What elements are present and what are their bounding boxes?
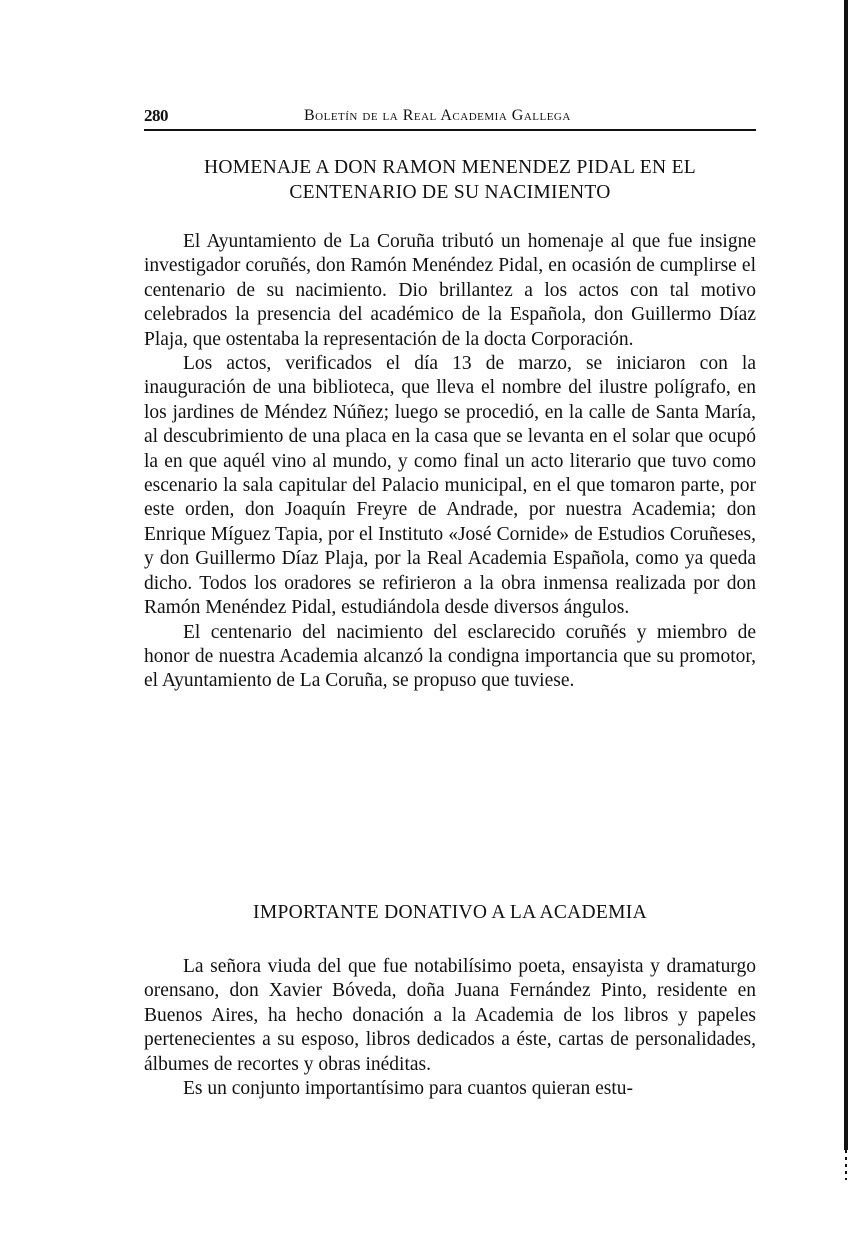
article-title-line-1: HOMENAJE A DON RAMON MENENDEZ PIDAL EN EL [203,157,696,178]
article-title-line-1: IMPORTANTE DONATIVO A LA ACADEMIA [253,902,647,923]
scan-border-edge [844,0,848,1150]
article-title [144,900,756,925]
header-rule [144,129,756,131]
article-homenaje [144,155,756,694]
article-donativo [144,900,756,1101]
paragraph: Los actos, verificados el día 13 de marzo, se iniciaron con la inauguración de una biblioteca, que lleva el nombre del ilustre polígrafo, en los jardines de Méndez Núñez; luego se procedió, en la calle de Santa María, al descubrimiento de una placa en la casa que se levanta en el solar que ocupó la en que aquél vino al mundo, y como final un acto literario que tuvo como escenario la sala capitular del Palacio municipal, en el que tomaron parte, por este orden, don Joaquín Freyre de Andrade, por nuestra Academia; don Enrique Míguez Tapia, por el Instituto «José Cornide» de Estudios Coruñeses, y don Guillermo Díaz Plaja, por la Real Academia Española, como ya queda dicho. Todos los oradores se refirieron a la obra inmensa realizada por don Ramón Menéndez Pidal, estudiándola desde diversos ángulos. [144,353,756,619]
paragraph: La señora viuda del que fue notabilísimo poeta, ensayista y dramaturgo orensano, don Xavier Bóveda, doña Juana Fernández Pinto, residente en Buenos Aires, ha hecho donación a la Academia de los libros y papeles pertenecientes a su esposo, libros dedicados a éste, cartas de personalidades, álbumes de recortes y obras inéditas. [144,956,756,1075]
running-header [144,106,756,128]
article-title-line-2: CENTENARIO DE SU NACIMIENTO [289,182,611,203]
article-title [144,155,756,205]
article-body [144,955,756,1101]
page-number: 280 [144,106,168,125]
article-body [144,230,756,694]
paragraph: Es un conjunto importantísimo para cuantos quieran estu- [183,1078,634,1100]
journal-title: Boletín de la Real Academia Gallega [304,107,571,124]
paragraph: El Ayuntamiento de La Coruña tributó un homenaje al que fue insigne investigador coruñés, don Ramón Menéndez Pidal, en ocasión de cumplirse el centenario de su nacimiento. Dio brillantez a los actos con tal motivo celebrados la presencia del académico de la Española, don Guillermo Díaz Plaja, que ostentaba la representación de la docta Corporación. [144,231,756,350]
paragraph: El centenario del nacimiento del esclarecido coruñés y miembro de honor de nuestra Academia alcanzó la condigna importancia que su promotor, el Ayuntamiento de La Coruña, se propuso que tuviese. [144,621,756,692]
scan-border-fade [845,1150,847,1180]
